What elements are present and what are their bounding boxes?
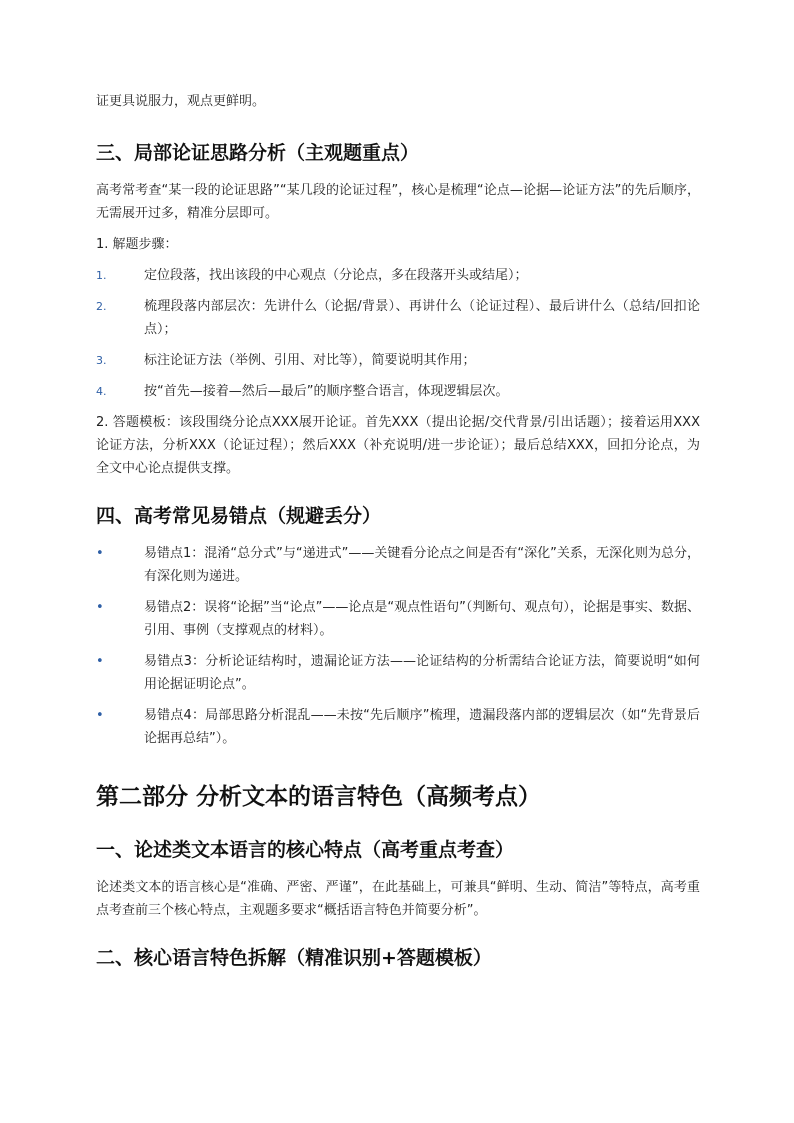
list-item: • 易错点4：局部思路分析混乱——未按“先后顺序”梳理，遗漏段落内部的逻辑层次（如“先背景后论据再总结”）。 — [96, 704, 700, 750]
paragraph: 2. 答题模板：该段围绕分论点XXX展开论证。首先XXX（提出论据/交代背景/引出话题）；接着运用XXX论证方法，分析XXX（论证过程）；然后XXX（补充说明/进一步论证）；最后总结XXX，回扣分论点，为全文中心论点提供支撑。 — [96, 415, 700, 476]
paragraph: 论述类文本的语言核心是“准确、严密、严谨”，在此基础上，可兼具“鲜明、生动、简洁”等特点，高考重点考查前三个核心特点，主观题多要求“概括语言特色并简要分析”。 — [96, 880, 700, 918]
list-item: • 易错点3：分析论证结构时，遗漏论证方法——论证结构的分析需结合论证方法，简要说明“如何用论据证明论点”。 — [96, 650, 700, 696]
list-number: 4. — [96, 385, 107, 398]
list-item: 3. 标注论证方法（举例、引用、对比等），简要说明其作用； — [96, 349, 700, 372]
section-heading: 三、局部论证思路分析（主观题重点） — [96, 142, 420, 164]
section-heading: 一、论述类文本语言的核心特点（高考重点考查） — [96, 839, 515, 861]
list-item: 1. 定位段落，找出该段的中心观点（分论点，多在段落开头或结尾）； — [96, 264, 700, 287]
bullet-icon: • — [96, 546, 104, 561]
paragraph: 高考常考查“某一段的论证思路”“某几段的论证过程”，核心是梳理“论点—论据—论证方法”的先后顺序，无需展开过多，精准分层即可。 — [96, 183, 700, 221]
list-item: 2. 梳理段落内部层次：先讲什么（论据/背景）、再讲什么（论证过程）、最后讲什么（总结/回扣论点）； — [96, 295, 700, 341]
bullet-icon: • — [96, 600, 104, 615]
paragraph: 证更具说服力，观点更鲜明。 — [96, 94, 266, 109]
list-item: 4. 按“首先—接着—然后—最后”的顺序整合语言，体现逻辑层次。 — [96, 380, 700, 403]
section-heading: 二、核心语言特色拆解（精准识别+答题模板） — [96, 947, 492, 969]
list-item: • 易错点1：混淆“总分式”与“递进式”——关键看分论点之间是否有“深化”关系，无深化则为总分，有深化则为递进。 — [96, 542, 700, 588]
subheading: 1. 解题步骤： — [96, 237, 178, 252]
list-number: 1. — [96, 269, 107, 282]
bullet-icon: • — [96, 654, 104, 669]
list-number: 2. — [96, 300, 107, 313]
section-heading: 四、高考常见易错点（规避丢分） — [96, 505, 382, 527]
list-item: • 易错点2：误将“论据”当“论点”——论点是“观点性语句”（判断句、观点句），论据是事实、数据、引用、事例（支撑观点的材料）。 — [96, 596, 700, 642]
part-heading: 第二部分 分析文本的语言特色（高频考点） — [96, 784, 542, 810]
bullet-icon: • — [96, 708, 104, 723]
document-body — [96, 90, 700, 972]
list-number: 3. — [96, 354, 107, 367]
